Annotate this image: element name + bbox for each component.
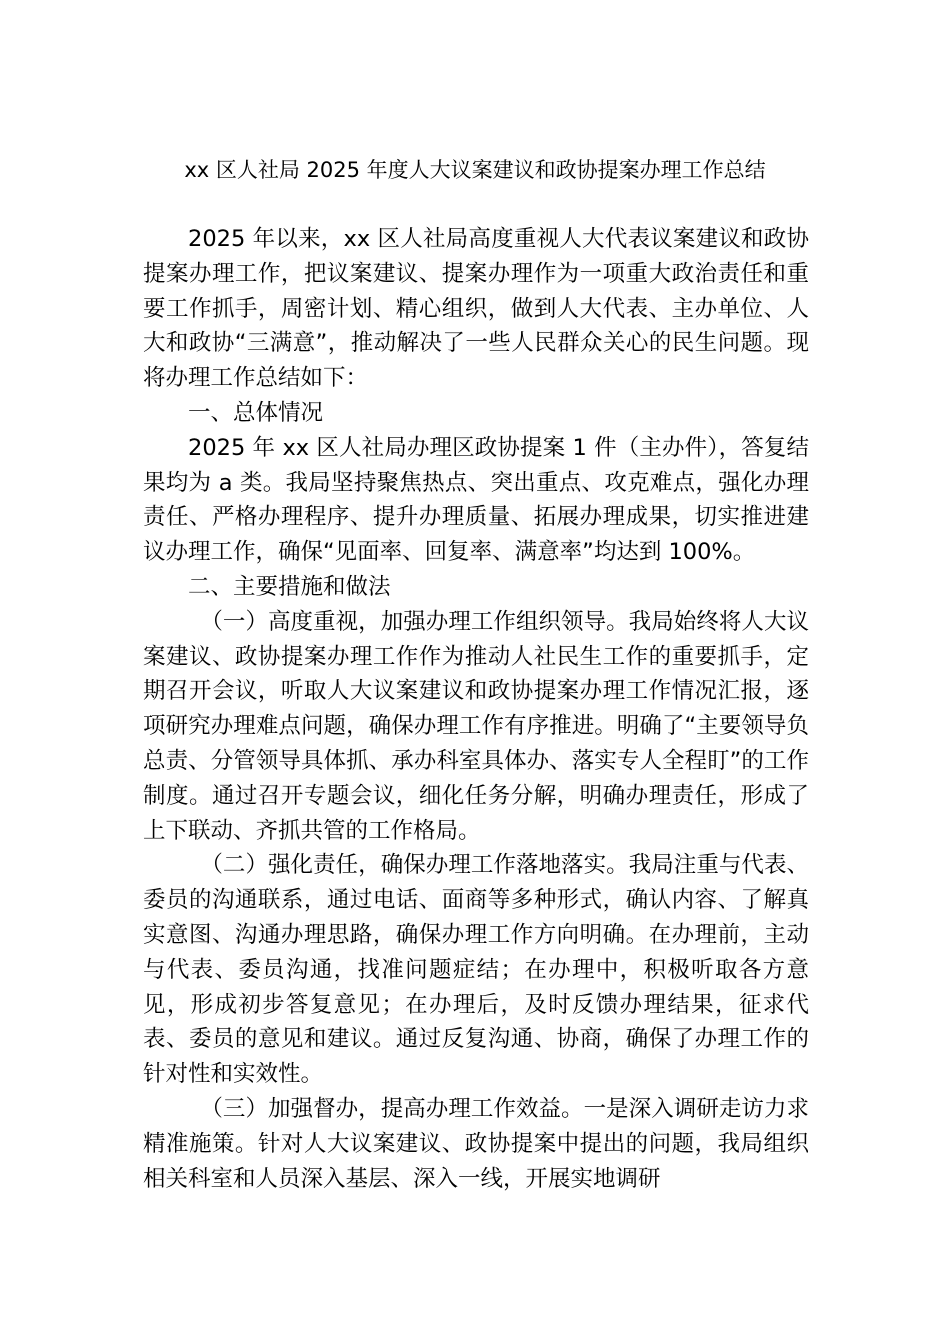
overview-paragraph: 2025 年 xx 区人社局办理区政协提案 1 件（主办件），答复结果均为 a 类。我局坚持聚焦热点、突出重点、攻克难点，强化办理责任、严格办理程序、提升办理质量、拓展办理成果，切实推进建议办理工作，确保“见面率、回复率、满意率”均达到 100%。: [143, 434, 809, 566]
document-title: xx 区人社局 2025 年度人大议案建议和政协提案办理工作总结: [184, 158, 766, 182]
measure-paragraph-1: （一）高度重视，加强办理工作组织领导。我局始终将人大议案建议、政协提案办理工作作为推动人社民生工作的重要抓手，定期召开会议，听取人大议案建议和政协提案办理工作情况汇报，逐项研究办理难点问题，确保办理工作有序推进。明确了“主要领导负总责、分管领导具体抓、承办科室具体办、落实专人全程盯”的工作制度。通过召开专题会议，细化任务分解，明确办理责任，形成了上下联动、齐抓共管的工作格局。: [143, 608, 809, 844]
document-body: [143, 222, 809, 1196]
section-heading-overview: 一、总体情况: [188, 399, 324, 426]
section-heading-measures: 二、主要措施和做法: [188, 573, 391, 600]
measure-paragraph-3: （三）加强督办，提高办理工作效益。一是深入调研走访力求精准施策。针对人大议案建议、政协提案中提出的问题，我局组织相关科室和人员深入基层、深入一线，开展实地调研: [143, 1095, 809, 1192]
measure-paragraph-2: （二）强化责任，确保办理工作落地落实。我局注重与代表、委员的沟通联系，通过电话、面商等多种形式，确认内容、了解真实意图、沟通办理思路，确保办理工作方向明确。在办理前，主动与代表、委员沟通，找准问题症结；在办理中，积极听取各方意见，形成初步答复意见；在办理后，及时反馈办理结果，征求代表、委员的意见和建议。通过反复沟通、协商，确保了办理工作的针对性和实效性。: [143, 852, 809, 1088]
intro-paragraph: 2025 年以来，xx 区人社局高度重视人大代表议案建议和政协提案办理工作，把议案建议、提案办理作为一项重大政治责任和重要工作抓手，周密计划、精心组织，做到人大代表、主办单位、人大和政协“三满意”，推动解决了一些人民群众关心的民生问题。现将办理工作总结如下：: [143, 226, 809, 392]
